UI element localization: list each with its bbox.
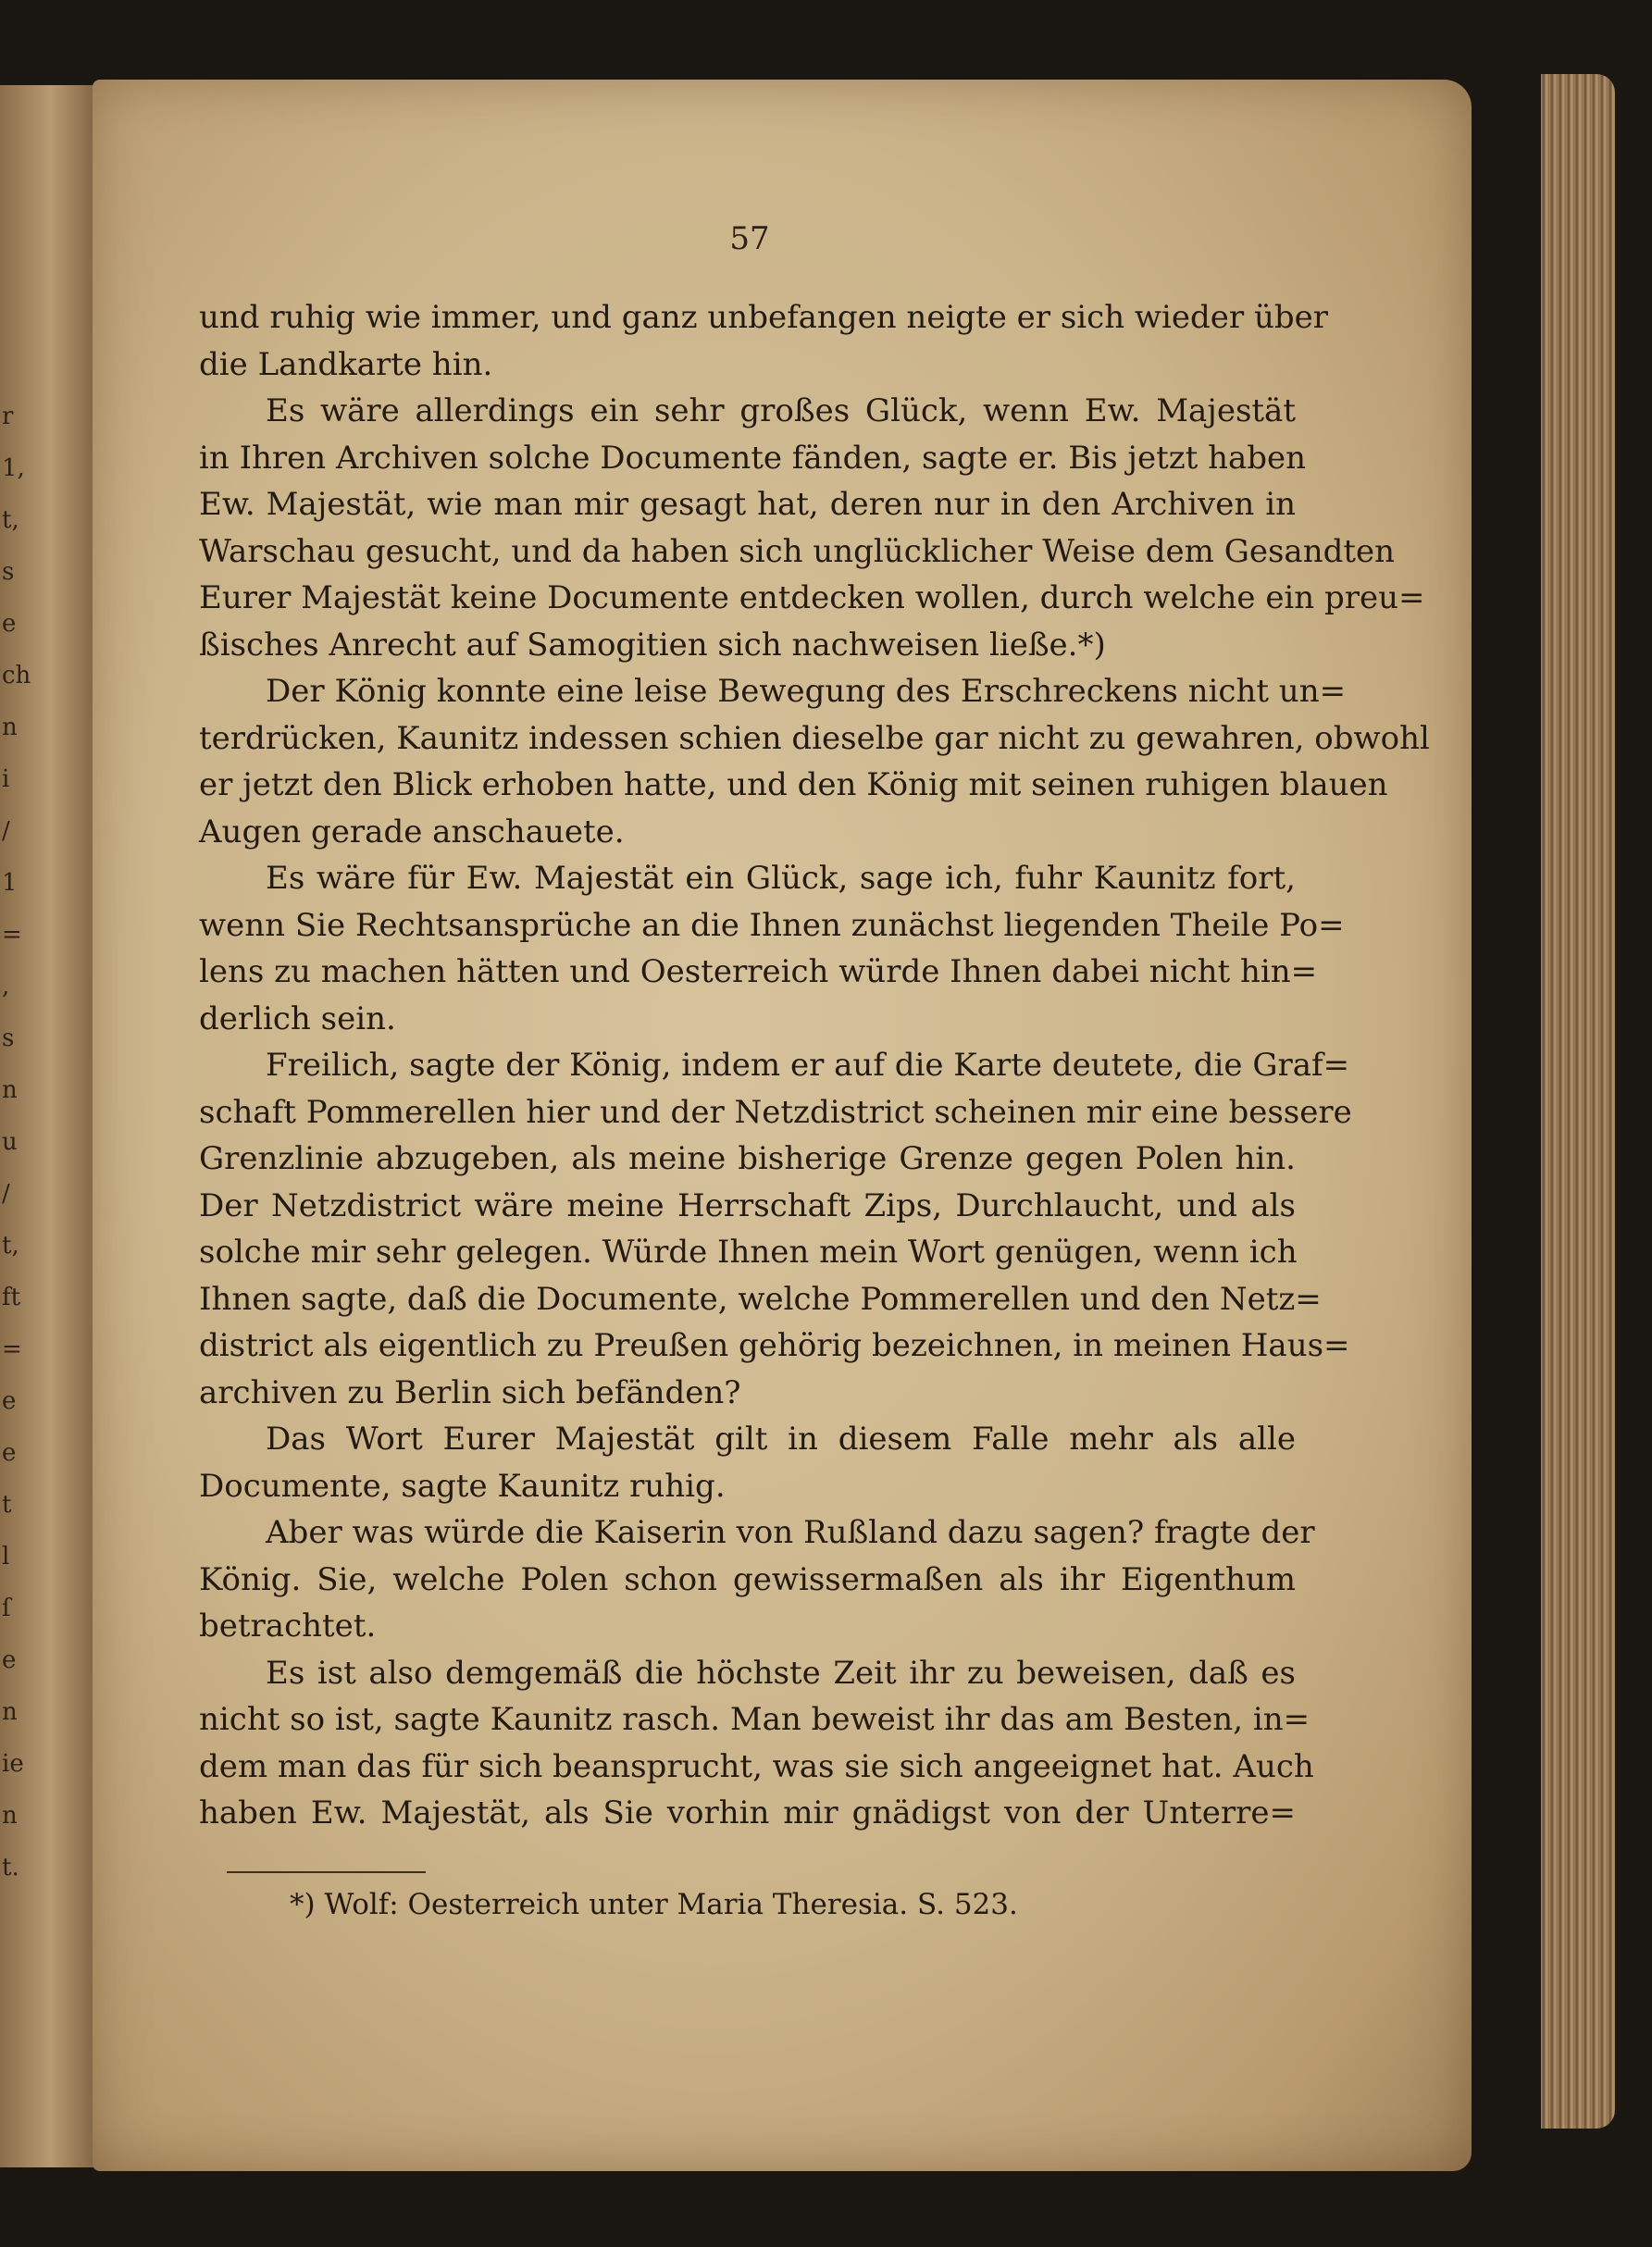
previous-page-glyph: n (2, 714, 18, 741)
text-line: Der König konnte eine leise Bewegung des Erschreckens nicht un= (266, 673, 1347, 710)
previous-page-glyph: ie (2, 1750, 24, 1778)
text-line: Der Netzdistrict wäre meine Herrschaft Zips, Durchlaucht, und als (199, 1186, 1296, 1224)
text-line: die Landkarte hin. (199, 345, 493, 383)
text-line: terdrücken, Kaunitz indessen schien dieselbe gar nicht zu gewahren, obwohl (199, 719, 1430, 757)
text-line: Documente, sagte Kaunitz ruhig. (199, 1467, 726, 1505)
previous-page-glyph: t (2, 1491, 12, 1519)
text-line: dem man das für sich beansprucht, was sie sich angeeignet hat. Auch (199, 1747, 1314, 1785)
previous-page-glyph: , (2, 973, 10, 1000)
previous-page-glyph: / (2, 817, 10, 845)
text-line: und ruhig wie immer, und ganz unbefangen neigte er sich wieder über (199, 299, 1328, 336)
previous-page-glyph: l (2, 1543, 10, 1570)
text-line: Es wäre allerdings ein sehr großes Glück, wenn Ew. Majestät (266, 392, 1296, 429)
previous-page-glyph: = (2, 1335, 22, 1363)
previous-page-glyph: r (2, 403, 14, 430)
text-line: Es ist also demgemäß die höchste Zeit ihr zu beweisen, daß es (266, 1654, 1296, 1692)
text-line: lens zu machen hätten und Oesterreich würde Ihnen dabei nicht hin= (199, 953, 1318, 990)
previous-page-edge (0, 85, 102, 2167)
footnote: *) Wolf: Oesterreich unter Maria Theresia. S. 523. (290, 1888, 1018, 1921)
previous-page-glyph: t, (2, 506, 19, 534)
previous-page-glyph: e (2, 1387, 17, 1415)
text-line: haben Ew. Majestät, als Sie vorhin mir gnädigst von der Unterre= (199, 1794, 1296, 1831)
text-line: Es wäre für Ew. Majestät ein Glück, sage ich, fuhr Kaunitz fort, (266, 860, 1296, 897)
text-line: Freilich, sagte der König, indem er auf die Karte deutete, die Graf= (266, 1047, 1350, 1084)
previous-page-glyphs (2, 391, 31, 1893)
previous-page-glyph: e (2, 610, 17, 638)
previous-page-glyph: n (2, 1802, 18, 1830)
text-line: schaft Pommerellen hier und der Netzdistrict scheinen mir eine bessere (199, 1093, 1352, 1131)
previous-page-glyph: t, (2, 1232, 19, 1260)
text-line: in Ihren Archiven solche Documente fänden, sagte er. Bis jetzt haben (199, 439, 1307, 477)
previous-page-glyph: i (2, 765, 10, 793)
previous-page-glyph: = (2, 921, 22, 949)
text-line: er jetzt den Blick erhoben hatte, und den König mit seinen ruhigen blauen (199, 766, 1388, 803)
previous-page-glyph: ſ (2, 1595, 11, 1622)
text-line: Augen gerade anschauete. (199, 813, 625, 850)
previous-page-glyph: t. (2, 1854, 19, 1881)
text-line: Ihnen sagte, daß die Documente, welche Pommerellen und den Netz= (199, 1280, 1322, 1318)
previous-page-glyph: n (2, 1076, 18, 1104)
text-line: Warschau gesucht, und da haben sich unglücklicher Weise dem Gesandten (199, 532, 1396, 570)
text-line: Das Wort Eurer Majestät gilt in diesem Falle mehr als alle (266, 1421, 1296, 1458)
previous-page-glyph: e (2, 1646, 17, 1674)
text-line: Eurer Majestät keine Documente entdecken wollen, durch welche ein preu= (199, 579, 1425, 616)
previous-page-glyph: / (2, 1180, 10, 1208)
previous-page-glyph: ft (2, 1284, 21, 1311)
text-line: Aber was würde die Kaiserin von Rußland dazu sagen? fragte der (266, 1514, 1315, 1551)
text-line: district als eigentlich zu Preußen gehörig bezeichnen, in meinen Haus= (199, 1327, 1350, 1364)
previous-page-glyph: ch (2, 662, 31, 689)
text-line: solche mir sehr gelegen. Würde Ihnen mein Wort genügen, wenn ich (199, 1234, 1298, 1271)
page-stack-edge (1541, 74, 1615, 2129)
previous-page-glyph: n (2, 1698, 18, 1726)
previous-page-glyph: e (2, 1439, 17, 1467)
previous-page-glyph: 1, (2, 454, 25, 482)
body-text (199, 294, 1430, 1837)
previous-page-glyph: s (2, 558, 15, 586)
text-line: ßisches Anrecht auf Samogitien sich nachweisen ließe.*) (199, 626, 1106, 664)
text-line: Grenzlinie abzugeben, als meine bisherige Grenze gegen Polen hin. (199, 1140, 1296, 1177)
text-line: nicht so ist, sagte Kaunitz rasch. Man beweist ihr das am Besten, in= (199, 1701, 1310, 1738)
text-line: Ew. Majestät, wie man mir gesagt hat, deren nur in den Archiven in (199, 486, 1296, 523)
footnote-divider (227, 1871, 426, 1873)
text-line: wenn Sie Rechtsansprüche an die Ihnen zunächst liegenden Theile Po= (199, 906, 1345, 944)
previous-page-glyph: u (2, 1128, 18, 1156)
text-line: archiven zu Berlin sich befänden? (199, 1373, 741, 1411)
page-number: 57 (729, 220, 770, 257)
text-line: derlich sein. (199, 999, 396, 1037)
previous-page-glyph: 1 (2, 869, 18, 897)
text-line: betrachtet. (199, 1608, 377, 1645)
previous-page-glyph: s (2, 1024, 15, 1052)
text-line: König. Sie, welche Polen schon gewissermaßen als ihr Eigenthum (199, 1560, 1296, 1598)
